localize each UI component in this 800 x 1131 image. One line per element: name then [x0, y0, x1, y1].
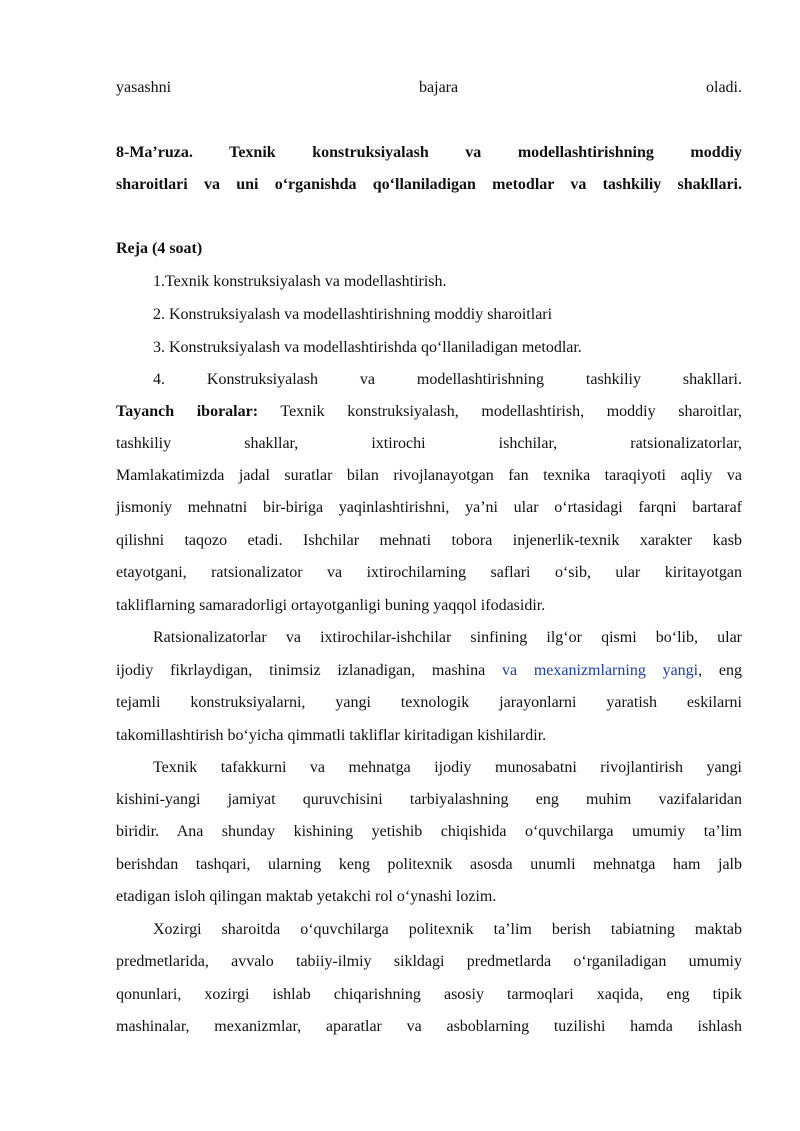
plan-item: 3. Konstruksiyalash va modellashtirishda qo‘llaniladigan metodlar. — [153, 339, 582, 356]
plan-item: 2. Konstruksiyalash va modellashtirishning moddiy sharoitlari — [153, 306, 553, 323]
paragraph-line: Texnik tafakkurni va mehnatga ijodiy munosabatni rivojlantirish yangi — [153, 759, 742, 776]
lecture-heading-line-2: sharoitlari va uni o‘rganishda qo‘llaniladigan metodlar va tashkiliy shakllari. — [116, 176, 742, 193]
paragraph-line: tejamli konstruksiyalarni, yangi texnologik jarayonlarni yaratish eskilarni — [116, 694, 742, 711]
paragraph-line: qilishni taqozo etadi. Ishchilar mehnati tobora injenerlik-texnik xarakter kasb — [116, 532, 742, 549]
paragraph-line: kishini-yangi jamiyat quruvchisini tarbiyalashning eng muhim vazifalaridan — [116, 791, 742, 808]
keywords-line-1 — [116, 402, 742, 422]
plan-item: 1.Texnik konstruksiyalash va modellashtirish. — [153, 273, 447, 290]
paragraph-line: Xozirgi sharoitda o‘quvchilarga politexnik ta’lim berish tabiatning maktab — [153, 921, 742, 938]
paragraph-line: predmetlarida, avvalo tabiiy-ilmiy sikldagi predmetlarda o‘rganiladigan umumiy — [116, 953, 742, 970]
paragraph-line: etadigan isloh qilingan maktab yetakchi rol o‘ynashi lozim. — [116, 888, 497, 905]
paragraph-line: biridir. Ana shunday kishining yetishib chiqishida o‘quvchilarga umumiy ta’lim — [116, 823, 742, 840]
paragraph-line-with-link — [116, 661, 742, 681]
paragraph-line: etayotgani, ratsionalizator va ixtirochilarning saflari o‘sib, ular kiritayotgan — [116, 564, 742, 581]
paragraph-line: Ratsionalizatorlar va ixtirochilar-ishchilar sinfining ilg‘or qismi bo‘lib, ular — [153, 629, 742, 646]
lecture-heading-line-1: 8-Ma’ruza. Texnik konstruksiyalash va modellashtirishning moddiy — [116, 144, 742, 161]
plan-title: Reja (4 soat) — [116, 240, 203, 257]
text-segment: ijodiy fikrlaydigan, tinimsiz izlanadigan, mashina — [116, 662, 502, 679]
paragraph-line: Mamlakatimizda jadal suratlar bilan rivojlanayotgan fan texnika taraqiyoti aqliy va — [116, 467, 742, 484]
text-segment: , eng — [698, 662, 742, 679]
paragraph-line: qonunlari, xozirgi ishlab chiqarishning asosiy tarmoqlari xaqida, eng tipik — [116, 986, 742, 1003]
paragraph-line: takliflarning samaradorligi ortayotganligi buning yaqqol ifodasidir. — [116, 597, 546, 614]
word: yasashni — [116, 79, 172, 96]
paragraph-line: jismoniy mehnatni bir-biriga yaqinlashtirishni, ya’ni ular o‘rtasidagi farqni bartaraf — [116, 499, 742, 516]
paragraph-line: berishdan tashqari, ularning keng politexnik asosda unumli mehnatga ham jalb — [116, 856, 742, 873]
keywords-text: Texnik konstruksiyalash, modellashtirish, moddiy sharoitlar, — [280, 403, 743, 420]
keywords-label: Tayanch iboralar: — [116, 403, 259, 420]
hyperlink[interactable]: va mexanizmlarning yangi — [501, 662, 699, 679]
word: bajara — [419, 79, 459, 96]
paragraph-line: mashinalar, mexanizmlar, aparatlar va asboblarning tuzilishi hamda ishlash — [116, 1018, 742, 1035]
continuation-line — [116, 78, 742, 98]
keywords-line-2: tashkiliy shakllar, ixtirochi ishchilar, ratsionalizatorlar, — [116, 435, 742, 452]
paragraph-line: takomillashtirish bo‘yicha qimmatli takliflar kiritadigan kishilardir. — [116, 727, 547, 744]
word: oladi. — [706, 79, 742, 96]
plan-item: 4. Konstruksiyalash va modellashtirishning tashkiliy shakllari. — [153, 371, 742, 388]
